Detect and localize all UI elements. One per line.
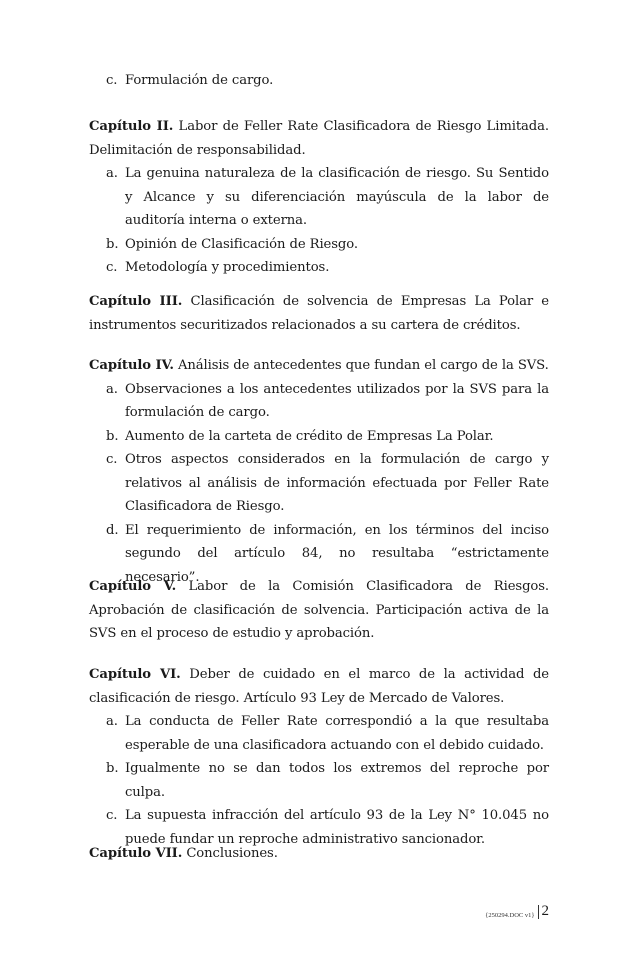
item-text: Aumento de la carteta de crédito de Empresas La Polar. <box>125 428 494 444</box>
chapter-3 <box>89 290 549 337</box>
chapter-heading <box>89 575 549 646</box>
item-text: Observaciones a los antecedentes utilizados por la SVS para la formulación de cargo. <box>125 381 549 420</box>
chapter-heading <box>89 663 549 710</box>
chapter-heading <box>89 115 549 162</box>
item-marker: d. <box>106 522 119 538</box>
chapter-label: Capítulo VI. <box>89 667 181 682</box>
chapter-label: Capítulo III. <box>89 294 183 309</box>
chapter-2 <box>89 115 549 280</box>
chapter-label: Capítulo II. <box>89 119 174 134</box>
item-marker: a. <box>106 166 118 181</box>
item-marker: c. <box>106 73 118 88</box>
item-text: La conducta de Feller Rate correspondió a la que resultaba esperable de una clasificadora actuando con el debido cuidado. <box>125 714 549 753</box>
list-item <box>89 256 549 280</box>
item-marker: c. <box>106 808 118 823</box>
item-text: Opinión de Clasificación de Riesgo. <box>125 236 358 252</box>
chapter-label: Capítulo VII. <box>89 846 183 861</box>
item-marker: b. <box>106 761 119 776</box>
chapter-title: Labor de la Comisión Clasificadora de Riesgos. Aprobación de clasificación de solvencia. Participación activa de la SVS en el proceso de estudio y aprobación. <box>89 579 550 641</box>
chapter-heading <box>89 290 549 337</box>
list-item <box>89 448 549 519</box>
footer-divider <box>538 905 539 919</box>
chapter-6 <box>89 663 549 851</box>
item-marker: b. <box>106 428 119 444</box>
item-text: El requerimiento de información, en los términos del inciso segundo del artículo 84, no resultaba “estrictamente necesario”. <box>125 522 549 585</box>
chapter-title: Análisis de antecedentes que fundan el cargo de la SVS. <box>177 358 549 373</box>
item-marker: b. <box>106 236 119 252</box>
item-marker: c. <box>106 452 118 467</box>
list-item <box>89 69 549 93</box>
item-marker: a. <box>106 381 118 397</box>
list-item <box>89 378 549 425</box>
list-item <box>89 162 549 233</box>
list-item <box>89 233 549 257</box>
doc-reference: {250294.DOC v1} <box>485 912 535 919</box>
chapter-4 <box>89 354 549 589</box>
intro-item <box>89 69 549 93</box>
chapter-heading <box>89 842 549 866</box>
item-text: La genuina naturaleza de la clasificación de riesgo. Su Sentido y Alcance y su diferenciación mayúscula de la labor de auditoría interna o externa. <box>125 166 549 228</box>
list-item <box>89 710 549 757</box>
chapter-title: Clasificación de solvencia de Empresas La Polar e instrumentos securitizados relacionados a su cartera de créditos. <box>89 294 550 333</box>
chapter-5 <box>89 575 549 646</box>
chapter-title: Conclusiones. <box>186 846 278 861</box>
chapter-label: Capítulo IV. <box>89 358 174 373</box>
page-number: 2 <box>541 903 549 919</box>
item-text: Otros aspectos considerados en la formulación de cargo y relativos al análisis de información efectuada por Feller Rate Clasificadora de Riesgo. <box>125 452 549 514</box>
item-text: Formulación de cargo. <box>125 73 274 88</box>
chapter-heading <box>89 354 549 378</box>
item-text: Igualmente no se dan todos los extremos del reproche por culpa. <box>125 761 549 800</box>
chapter-7 <box>89 842 549 866</box>
page-footer <box>485 903 549 919</box>
list-item <box>89 757 549 804</box>
chapter-title: Deber de cuidado en el marco de la actividad de clasificación de riesgo. Artículo 93 Ley de Mercado de Valores. <box>89 667 550 706</box>
chapter-title: Labor de Feller Rate Clasificadora de Riesgo Limitada. Delimitación de responsabilidad. <box>89 119 550 158</box>
item-text: Metodología y procedimientos. <box>125 260 330 275</box>
item-text: La supuesta infracción del artículo 93 de la Ley N° 10.045 no puede fundar un reproche administrativo sancionador. <box>125 808 549 847</box>
item-marker: c. <box>106 260 118 275</box>
chapter-label: Capítulo V. <box>89 579 177 594</box>
list-item <box>89 425 549 449</box>
item-marker: a. <box>106 714 118 729</box>
